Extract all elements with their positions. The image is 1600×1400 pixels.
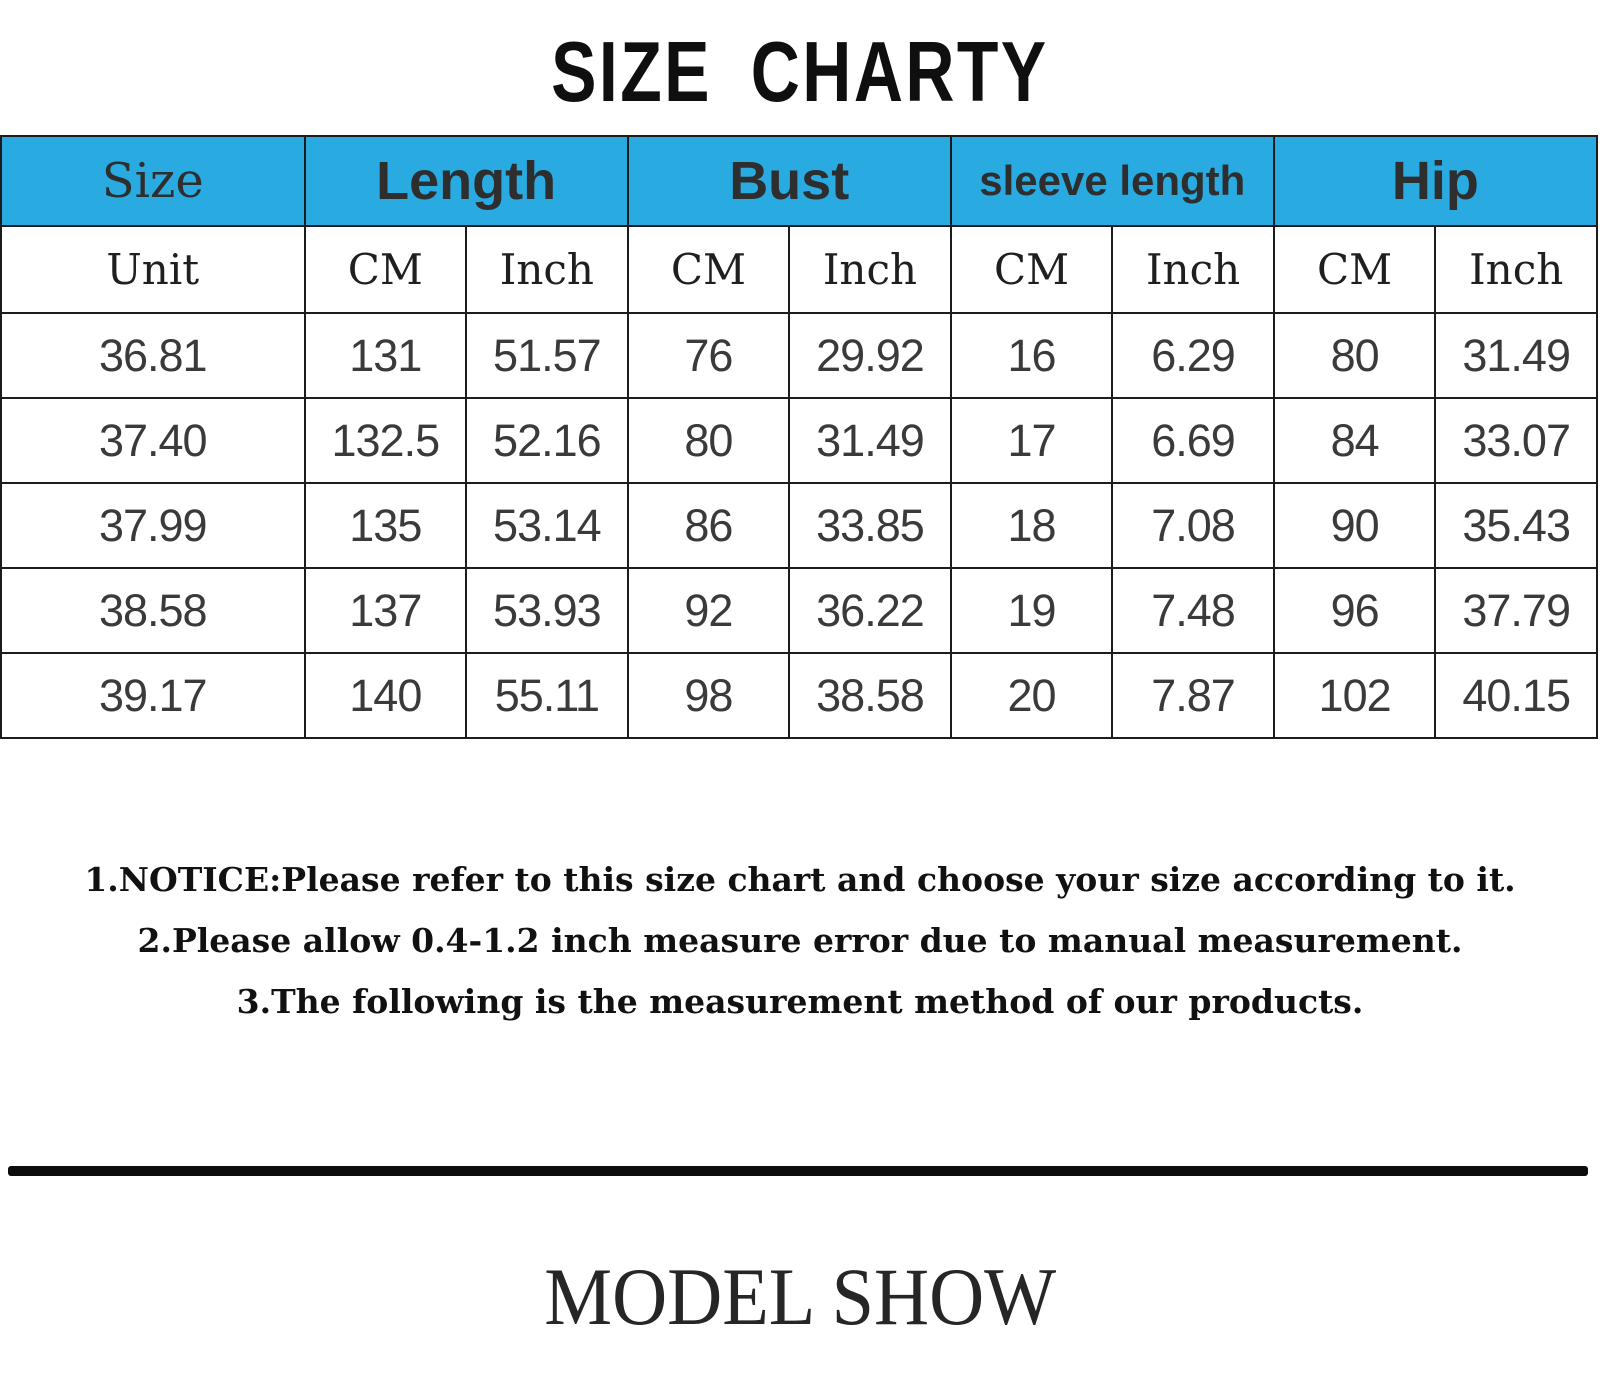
value-cell: 16 <box>951 313 1113 398</box>
value-cell: 33.85 <box>789 483 951 568</box>
unit-header-row <box>1 226 1597 313</box>
value-cell: 7.87 <box>1112 653 1274 738</box>
value-cell: 7.48 <box>1112 568 1274 653</box>
value-cell: 29.92 <box>789 313 951 398</box>
notice-block <box>0 849 1600 1032</box>
value-cell: 84 <box>1274 398 1436 483</box>
footer-heading <box>0 1251 1600 1342</box>
value-cell: 86 <box>628 483 790 568</box>
notice-line-2: 2.Please allow 0.4-1.2 inch measure error due to manual measurement. <box>137 921 1463 960</box>
value-cell: 40.15 <box>1435 653 1597 738</box>
value-cell: 80 <box>1274 313 1436 398</box>
value-cell: 92 <box>628 568 790 653</box>
value-cell: 38.58 <box>789 653 951 738</box>
value-cell: 102 <box>1274 653 1436 738</box>
value-cell: 37.79 <box>1435 568 1597 653</box>
value-cell: 33.07 <box>1435 398 1597 483</box>
column-header-size: Size <box>1 136 305 226</box>
value-cell: 80 <box>628 398 790 483</box>
value-cell: 98 <box>628 653 790 738</box>
value-cell: 35.43 <box>1435 483 1597 568</box>
value-cell: 31.49 <box>789 398 951 483</box>
unit-cell: Inch <box>466 226 628 313</box>
size-value-cell: 37.40 <box>1 398 305 483</box>
table-row <box>1 313 1597 398</box>
value-cell: 36.22 <box>789 568 951 653</box>
size-chart-table <box>0 135 1598 739</box>
footer-heading-text: MODEL SHOW <box>544 1251 1056 1342</box>
value-cell: 53.93 <box>466 568 628 653</box>
value-cell: 7.08 <box>1112 483 1274 568</box>
value-cell: 17 <box>951 398 1113 483</box>
value-cell: 90 <box>1274 483 1436 568</box>
unit-cell: CM <box>628 226 790 313</box>
unit-cell: Inch <box>1435 226 1597 313</box>
table-row <box>1 483 1597 568</box>
column-header-hip: Hip <box>1274 136 1597 226</box>
value-cell: 31.49 <box>1435 313 1597 398</box>
column-header-bust: Bust <box>628 136 951 226</box>
table-row <box>1 653 1597 738</box>
value-cell: 55.11 <box>466 653 628 738</box>
unit-cell: CM <box>951 226 1113 313</box>
column-header-sleeve-length: sleeve length <box>951 136 1274 226</box>
value-cell: 52.16 <box>466 398 628 483</box>
column-header-length: Length <box>305 136 628 226</box>
unit-cell: Inch <box>1112 226 1274 313</box>
value-cell: 131 <box>305 313 467 398</box>
table-header-row <box>1 136 1597 226</box>
size-value-cell: 36.81 <box>1 313 305 398</box>
value-cell: 19 <box>951 568 1113 653</box>
size-value-cell: 37.99 <box>1 483 305 568</box>
value-cell: 135 <box>305 483 467 568</box>
table-row <box>1 568 1597 653</box>
divider-bar <box>8 1166 1588 1176</box>
unit-cell: CM <box>305 226 467 313</box>
value-cell: 132.5 <box>305 398 467 483</box>
value-cell: 51.57 <box>466 313 628 398</box>
value-cell: 18 <box>951 483 1113 568</box>
value-cell: 20 <box>951 653 1113 738</box>
notice-line-3: 3.The following is the measurement method of our products. <box>236 982 1364 1021</box>
unit-cell: CM <box>1274 226 1436 313</box>
size-value-cell: 39.17 <box>1 653 305 738</box>
value-cell: 137 <box>305 568 467 653</box>
value-cell: 96 <box>1274 568 1436 653</box>
unit-label-cell: Unit <box>1 226 305 313</box>
page-title-text: SIZE CHARTY <box>551 25 1049 120</box>
value-cell: 6.69 <box>1112 398 1274 483</box>
size-value-cell: 38.58 <box>1 568 305 653</box>
notice-line-1: 1.NOTICE:Please refer to this size chart and choose your size according to it. <box>84 860 1516 899</box>
page-title <box>0 25 1600 120</box>
value-cell: 6.29 <box>1112 313 1274 398</box>
value-cell: 140 <box>305 653 467 738</box>
unit-cell: Inch <box>789 226 951 313</box>
table-row <box>1 398 1597 483</box>
value-cell: 53.14 <box>466 483 628 568</box>
value-cell: 76 <box>628 313 790 398</box>
